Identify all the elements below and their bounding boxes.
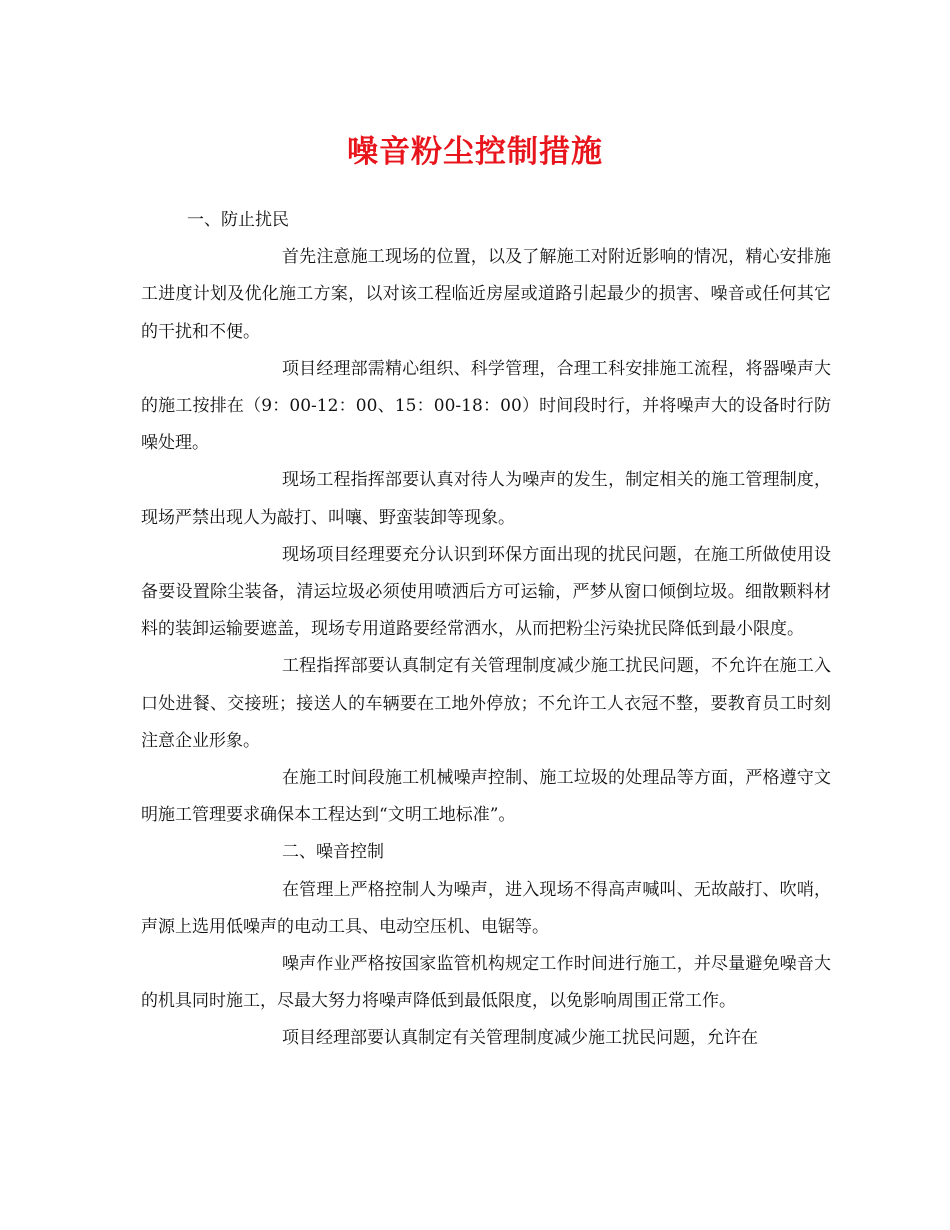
paragraph: 项目经理部要认真制定有关管理制度减少施工扰民问题，允许在 <box>282 1028 758 1049</box>
section-heading-1: 一、防止扰民 <box>187 210 289 230</box>
paragraph: 噪声作业严格按国家监管机构规定工作时间进行施工，并尽量避免噪音大的机具同时施工，尽最大努力将噪声降低到最低限度，以免影响周围正常工作。 <box>141 954 831 1012</box>
paragraph: 在施工时间段施工机械噪声控制、施工垃圾的处理品等方面，严格遵守文明施工管理要求确保本工程达到“文明工地标准”。 <box>141 768 831 826</box>
section-heading-2: 二、噪音控制 <box>282 842 384 863</box>
paragraph: 现场工程指挥部要认真对待人为噪声的发生，制定相关的施工管理制度，现场严禁出现人为敲打、叫嚷、野蛮装卸等现象。 <box>141 470 831 528</box>
document-title: 噪音粉尘控制措施 <box>347 134 603 170</box>
paragraph: 现场项目经理要充分认识到环保方面出现的扰民问题，在施工所做使用设备要设置除尘装备，清运垃圾必须使用喷洒后方可运输，严梦从窗口倾倒垃圾。细散颗料材料的装卸运输要遮盖，现场专用道路要经常洒水，从而把粉尘污染扰民降低到最小限度。 <box>141 544 831 640</box>
paragraph: 首先注意施工现场的位置，以及了解施工对附近影响的情况，精心安排施工进度计划及优化施工方案，以对该工程临近房屋或道路引起最少的损害、噪音或任何其它的干扰和不便。 <box>141 247 831 342</box>
document-body <box>141 202 831 1058</box>
paragraph: 在管理上严格控制人为噪声，进入现场不得高声喊叫、无故敲打、吹哨，声源上选用低噪声的电动工具、电动空压机、电锯等。 <box>141 879 831 937</box>
paragraph: 项目经理部需精心组织、科学管理，合理工科安排施工流程，将器噪声大的施工按排在（9：00-12：00、15：00-18：00）时间段时行，并将噪声大的设备时行防噪处理。 <box>141 358 831 454</box>
paragraph: 工程指挥部要认真制定有关管理制度减少施工扰民问题，不允许在施工入口处进餐、交接班；接送人的车辆要在工地外停放；不允许工人衣冠不整，要教育员工时刻注意企业形象。 <box>141 656 831 751</box>
